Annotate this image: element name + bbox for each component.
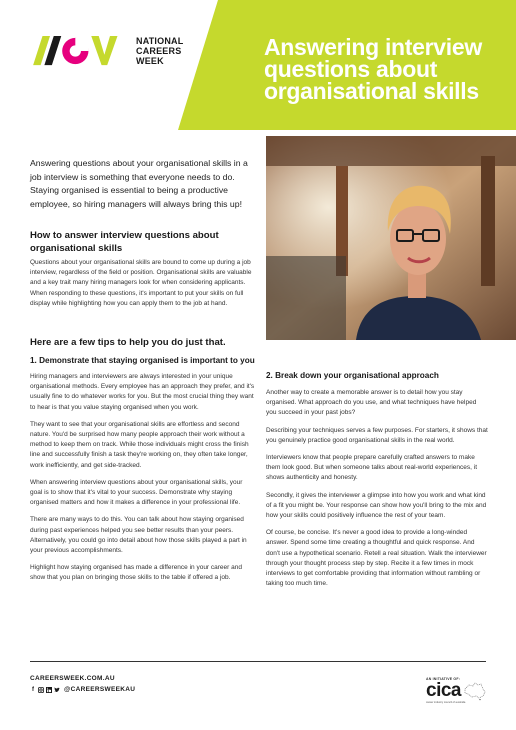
tip-2-heading: 2. Break down your organisational approach xyxy=(266,371,439,380)
logo-line-2: CAREERS xyxy=(136,46,182,56)
tip-2-paragraph: Secondly, it gives the interviewer a glimpse into how you work and what kind of a fit you might be. Your response can show how you'll bring to the mix and how your skills could positively influence the rest of your team. xyxy=(266,491,487,520)
instagram-icon[interactable] xyxy=(38,687,44,693)
tip-1-paragraph: Highlight how staying organised has made a difference in your career and show that you plan on bringing those skills to the table if offered a job. xyxy=(30,564,242,582)
title-line-3: organisational skills xyxy=(264,78,479,104)
ncw-logo xyxy=(30,36,183,66)
footer-contact xyxy=(30,675,135,693)
cica-wordmark: cica xyxy=(426,680,461,701)
facebook-icon[interactable]: f xyxy=(32,686,34,693)
ncw-logo-text xyxy=(136,36,183,66)
intro-paragraph: Answering questions about your organisational skills in a job interview is something that everyone needs to do. Staying organised is essential to being a productive employee, so hiring managers will always bring this up! xyxy=(30,158,248,209)
linkedin-icon[interactable] xyxy=(46,687,52,693)
logo-line-1: NATIONAL xyxy=(136,36,184,46)
tip-2-paragraph: Another way to create a memorable answer is to detail how you stay organised. What approach do you use, and what techniques have helped you succeed in your past jobs? xyxy=(266,389,477,417)
section-1 xyxy=(30,229,260,309)
title-line-2: questions about xyxy=(264,56,438,82)
section-1-body: Questions about your organisational skills are bound to come up during a job interview, regardless of the field or position. Organisational skills are valuable and a key trait many hiring managers look for when considering applicants. When responding to these questions, it's important to put your skills on full display while highlighting how you can apply them to the job at hand. xyxy=(30,259,252,307)
tip-1-paragraph: There are many ways to do this. You can talk about how staying organised during past experiences helped you see better results than your peers. Alternatively, you could go into detail about how those skills played a part in your previous accomplishments. xyxy=(30,516,247,555)
tip-1-heading: 1. Demonstrate that staying organised is important to you xyxy=(30,356,255,365)
social-handle[interactable]: @CAREERSWEEKAU xyxy=(64,686,136,693)
logo-line-3: WEEK xyxy=(136,56,164,66)
initiative-label: AN INITIATIVE OF: xyxy=(426,677,461,681)
tip-1-paragraph: They want to see that your organisational skills are effortless and second nature. You'd be surprised how many people approach their work without a method to keep them on track. While those individuals might cross the finish line and successfully finish a task they're working on, they often take longer, work inefficiently, and get side-tracked. xyxy=(30,420,249,469)
portrait-photo xyxy=(266,136,516,340)
australia-map-icon xyxy=(463,681,487,701)
tip-2-paragraph: Interviewers know that people prepare carefully crafted answers to make them look good. But when someone talks about real-world experiences, it shows authenticity and honesty. xyxy=(266,454,478,482)
cica-logo xyxy=(426,677,487,704)
tip-2-paragraph: Of course, be concise. It's never a good idea to provide a long-winded answer. Spend some time creating a thoughtful and quick response. And don't use a hypothetical scenario. Retell a real situation. Walk the interviewer through your thought process step by step. Recite it a few times in mock interviews to get comfortable providing that information without rambling or taking too much time. xyxy=(266,529,487,588)
section-1-heading: How to answer interview questions about organisational skills xyxy=(30,230,219,254)
website-link[interactable]: CAREERSWEEK.COM.AU xyxy=(30,675,115,682)
tip-2-paragraph: Describing your techniques serves a few purposes. For starters, it shows that you genuinely practice good organisational skills in the real world. xyxy=(266,426,488,444)
portrait-illustration xyxy=(266,136,516,340)
page-title xyxy=(264,36,514,102)
ncw-logo-mark xyxy=(30,36,130,66)
tip-2 xyxy=(266,370,488,589)
tip-1 xyxy=(30,355,256,584)
twitter-icon[interactable] xyxy=(54,687,60,693)
header xyxy=(0,0,516,130)
title-line-1: Answering interview xyxy=(264,34,482,60)
tip-1-paragraph: When answering interview questions about your organisational skills, your goal is to show that it's vital to your success. Demonstrate why staying organised matters and how it makes a difference in your professional life. xyxy=(30,478,243,507)
footer-divider xyxy=(30,661,486,662)
tips-heading: Here are a few tips to help you do just that. xyxy=(30,337,226,348)
social-links xyxy=(30,686,135,693)
cica-subtitle: career industry council of australia xyxy=(426,701,466,704)
tip-1-paragraph: Hiring managers and interviewers are always interested in your unique organisational methods. Every employee has an approach they prefer, and it's usually fine to do whatever works for you. But the most crucial thing they want to hear is that you value staying organised when you work. xyxy=(30,373,255,411)
